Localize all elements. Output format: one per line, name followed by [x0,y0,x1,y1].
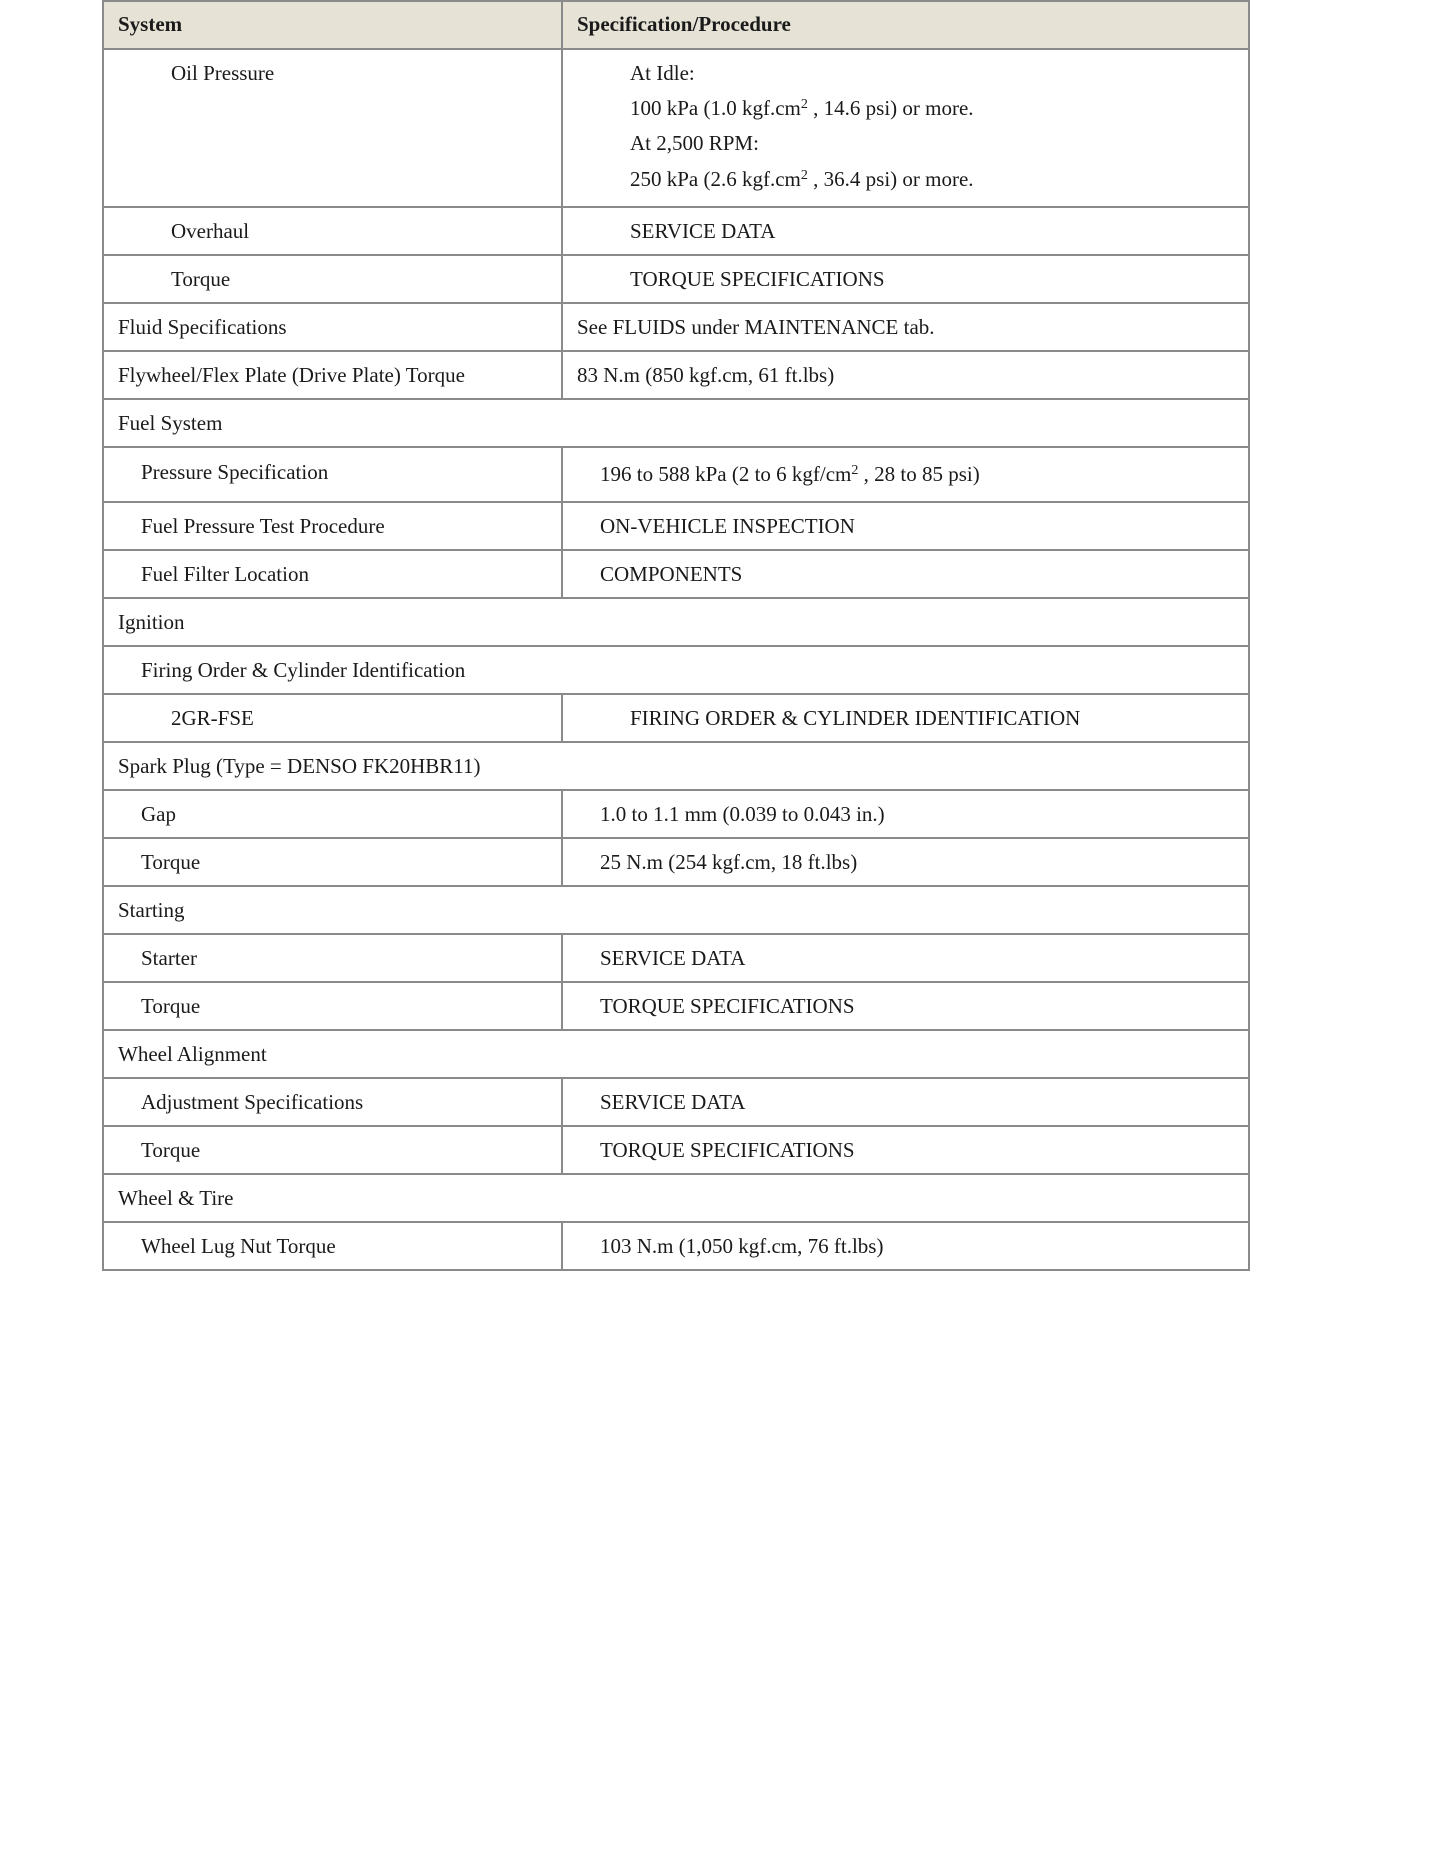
system-cell: 2GR-FSE [103,694,562,742]
section-row [103,1030,1249,1078]
subsection-heading-firing-order: Firing Order & Cylinder Identification [103,646,1249,694]
table-row [103,303,1249,351]
table-row [103,1222,1249,1270]
system-cell: Starter [103,934,562,982]
system-cell: Torque [103,1126,562,1174]
table-row [103,447,1249,502]
spec-cell: 25 N.m (254 kgf.cm, 18 ft.lbs) [562,838,1249,886]
system-cell: Gap [103,790,562,838]
section-heading-ignition: Ignition [103,598,1249,646]
section-heading-spark-plug: Spark Plug (Type = DENSO FK20HBR11) [103,742,1249,790]
table-row [103,207,1249,255]
spec-link-service-data[interactable]: SERVICE DATA [562,207,1249,255]
section-row [103,886,1249,934]
table-row [103,838,1249,886]
system-cell: Torque [103,838,562,886]
section-heading-starting: Starting [103,886,1249,934]
system-cell: Fuel Filter Location [103,550,562,598]
spec-cell [562,49,1249,207]
spec-line-idle-value: 100 kPa (1.0 $kgf.cm^2$ , 14.6 psi) or more. [630,96,974,121]
specification-table [102,0,1250,1271]
spec-link-service-data[interactable]: SERVICE DATA [562,934,1249,982]
section-heading-wheel-alignment: Wheel Alignment [103,1030,1249,1078]
spec-link-torque-specifications[interactable]: TORQUE SPECIFICATIONS [562,982,1249,1030]
table-row [103,255,1249,303]
table-row [103,550,1249,598]
spec-link-on-vehicle-inspection[interactable]: ON-VEHICLE INSPECTION [562,502,1249,550]
section-row [103,399,1249,447]
table-row [103,502,1249,550]
spec-line-rpm-value: 250 kPa (2.6 $kgf.cm^2$ , 36.4 psi) or more. [630,166,974,191]
header-specification: Specification/Procedure [562,1,1249,49]
spec-line-idle-label: At Idle: [630,61,695,85]
system-cell: Flywheel/Flex Plate (Drive Plate) Torque [103,351,562,399]
spec-link-torque-specifications[interactable]: TORQUE SPECIFICATIONS [562,1126,1249,1174]
system-cell: Wheel Lug Nut Torque [103,1222,562,1270]
spec-link-firing-order[interactable]: FIRING ORDER & CYLINDER IDENTIFICATION [562,694,1249,742]
spec-link-components[interactable]: COMPONENTS [562,550,1249,598]
system-cell: Adjustment Specifications [103,1078,562,1126]
section-row [103,598,1249,646]
spec-link-service-data[interactable]: SERVICE DATA [562,1078,1249,1126]
system-cell: Torque [103,255,562,303]
system-cell: Torque [103,982,562,1030]
table-row [103,49,1249,207]
spec-cell: 103 N.m (1,050 kgf.cm, 76 ft.lbs) [562,1222,1249,1270]
table-row [103,1126,1249,1174]
table-row [103,934,1249,982]
table-row [103,982,1249,1030]
system-cell: Fuel Pressure Test Procedure [103,502,562,550]
spec-cell: 196 to 588 kPa (2 to 6 kgf/$cm^2$ , 28 to 85 psi) [562,447,1249,502]
system-cell: Fluid Specifications [103,303,562,351]
table-row [103,694,1249,742]
spec-link-torque-specifications[interactable]: TORQUE SPECIFICATIONS [562,255,1249,303]
table-row [103,351,1249,399]
section-row [103,742,1249,790]
system-cell: Pressure Specification [103,447,562,502]
system-cell: Overhaul [103,207,562,255]
table-header-row [103,1,1249,49]
system-cell: Oil Pressure [103,49,562,207]
table-row [103,790,1249,838]
header-system: System [103,1,562,49]
subsection-row [103,646,1249,694]
section-heading-fuel-system: Fuel System [103,399,1249,447]
section-heading-wheel-tire: Wheel & Tire [103,1174,1249,1222]
table-row [103,1078,1249,1126]
spec-cell: 1.0 to 1.1 mm (0.039 to 0.043 in.) [562,790,1249,838]
spec-cell: See FLUIDS under MAINTENANCE tab. [562,303,1249,351]
spec-cell: 83 N.m (850 kgf.cm, 61 ft.lbs) [562,351,1249,399]
section-row [103,1174,1249,1222]
spec-line-rpm-label: At 2,500 RPM: [630,131,759,156]
